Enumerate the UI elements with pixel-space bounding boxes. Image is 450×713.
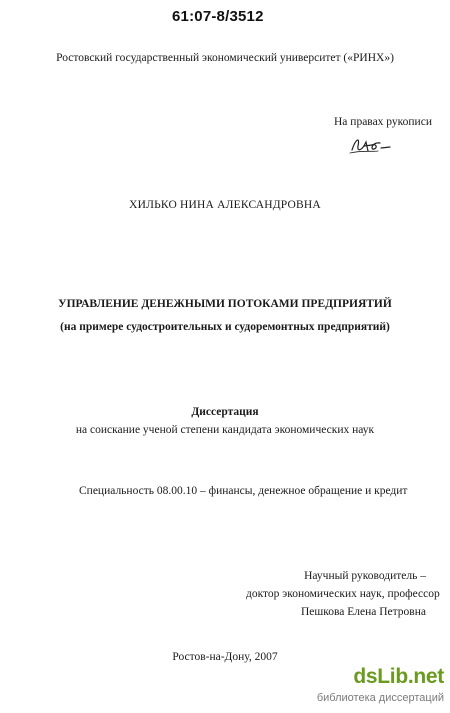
- archive-stamp: 61:07-8/3512: [172, 8, 264, 25]
- supervisor-role: Научный руководитель –: [304, 570, 426, 582]
- dissertation-title: УПРАВЛЕНИЕ ДЕНЕЖНЫМИ ПОТОКАМИ ПРЕДПРИЯТИЙ: [58, 298, 392, 310]
- watermark: [316, 665, 444, 709]
- supervisor-degree: доктор экономических наук, профессор: [246, 588, 440, 600]
- supervisor-block: [246, 567, 440, 621]
- document-type: Диссертация: [191, 406, 259, 418]
- watermark-logo: dsLib.net: [353, 665, 444, 688]
- specialty-line: Специальность 08.00.10 – финансы, денежное обращение и кредит: [79, 485, 408, 497]
- supervisor-name: Пешкова Елена Петровна: [300, 606, 426, 618]
- degree-line: на соискание ученой степени кандидата экономических наук: [75, 424, 375, 436]
- rights-label: На правах рукописи: [334, 116, 432, 128]
- university-name: Ростовский государственный экономический университет («РИНХ»): [56, 52, 394, 64]
- watermark-caption: библиотека диссертаций: [316, 692, 444, 704]
- city-year: Ростов-на-Дону, 2007: [172, 651, 278, 663]
- signature-image: [348, 134, 400, 156]
- author-name: ХИЛЬКО НИНА АЛЕКСАНДРОВНА: [129, 199, 321, 211]
- dissertation-subtitle: (на примере судостроительных и судоремонтных предприятий): [60, 321, 390, 333]
